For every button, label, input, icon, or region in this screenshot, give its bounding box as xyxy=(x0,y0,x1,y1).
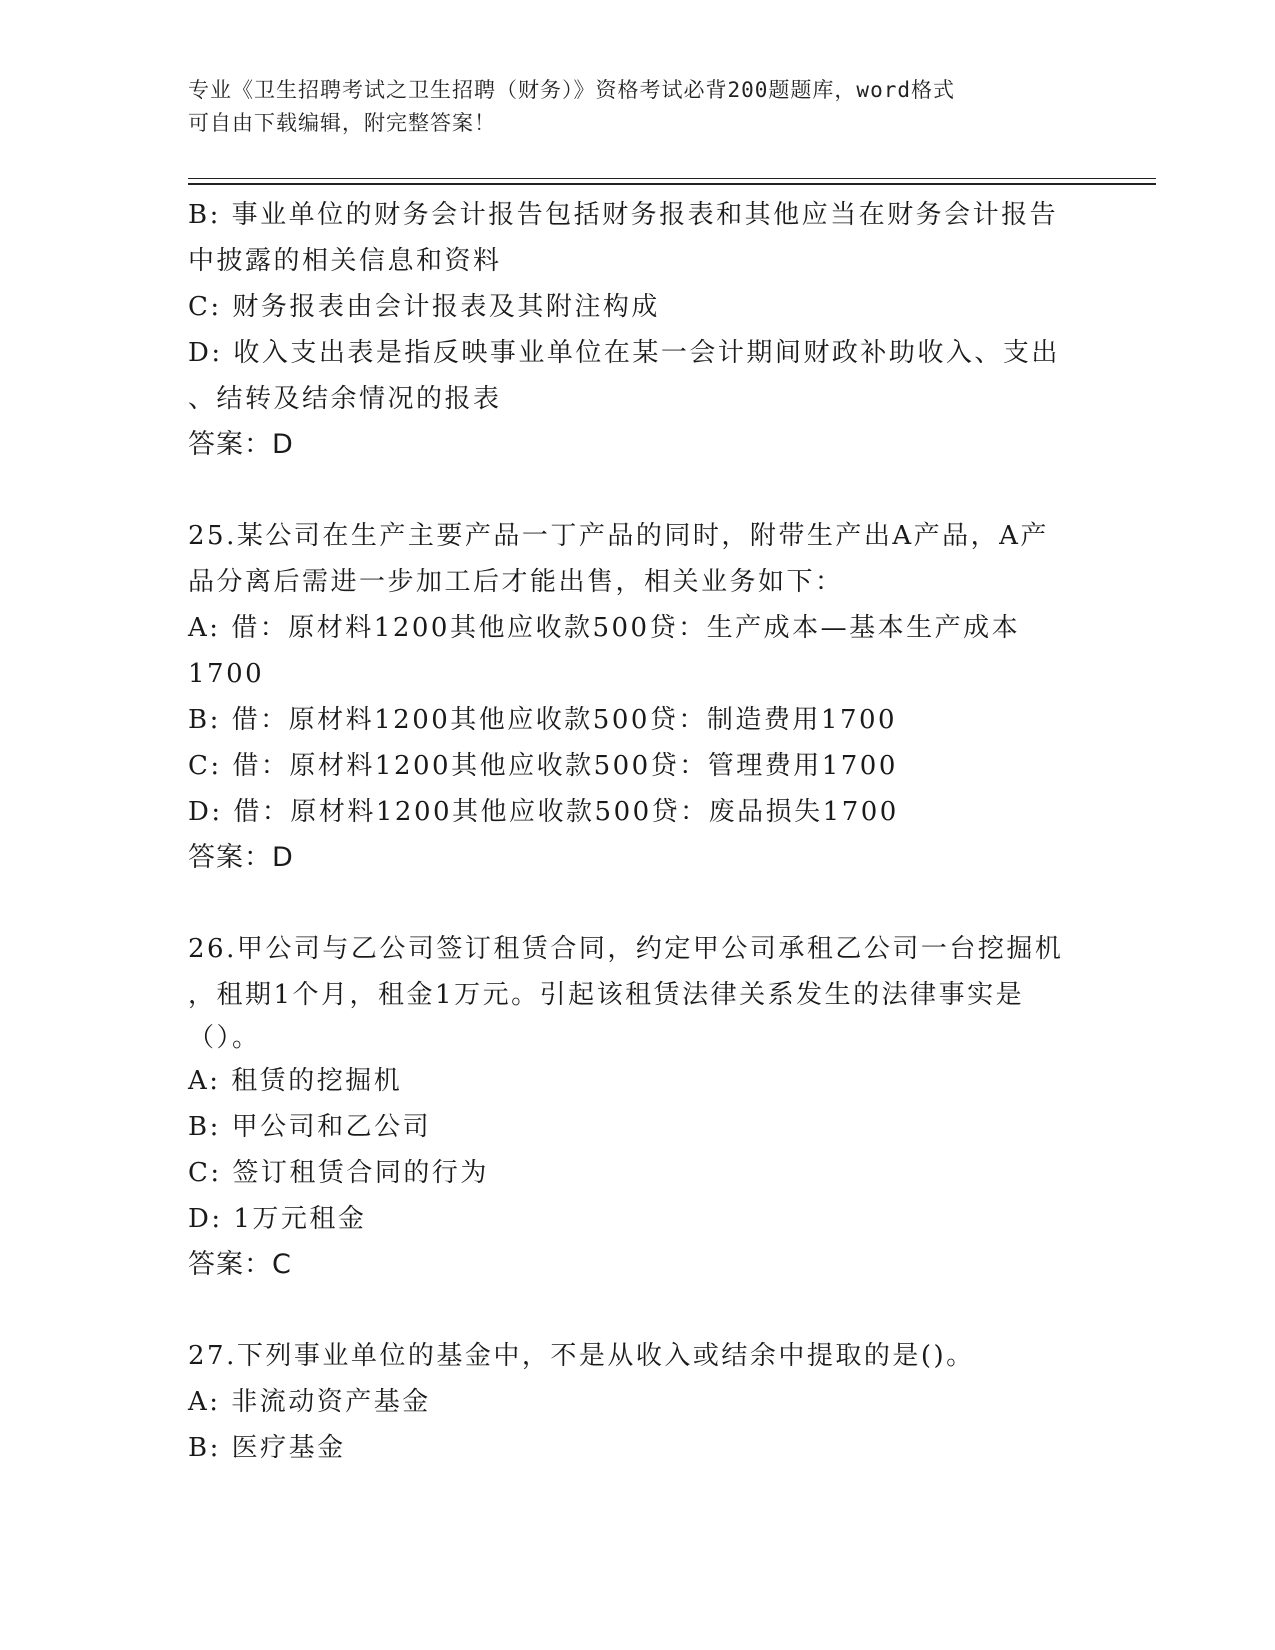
option-d: D: 借：原材料1200其他应收款500贷：废品损失1700 xyxy=(188,797,899,827)
question-stem: 27.下列事业单位的基金中，不是从收入或结余中提取的是()。 xyxy=(188,1341,975,1371)
question-stem-line-1: 25.某公司在生产主要产品一丁产品的同时，附带生产出A产品，A产 xyxy=(188,521,1049,551)
option-a: A: 非流动资产基金 xyxy=(188,1387,431,1417)
option-d: D: 1万元租金 xyxy=(188,1204,367,1234)
option-c: C: 财务报表由会计报表及其附注构成 xyxy=(188,292,660,322)
header-rule-thin xyxy=(188,178,1156,179)
option-c: C: 签订租赁合同的行为 xyxy=(188,1158,489,1188)
spacer xyxy=(188,1288,1088,1333)
question-27 xyxy=(188,1333,1088,1471)
question-25 xyxy=(188,513,1088,881)
option-a-line-2: 1700 xyxy=(188,659,265,689)
option-b-line-1: B: 事业单位的财务会计报告包括财务报表和其他应当在财务会计报告 xyxy=(188,200,1059,230)
option-b: B: 甲公司和乙公司 xyxy=(188,1112,432,1142)
question-stem-line-2: ，租期1个月，租金1万元。引起该租赁法律关系发生的法律事实是 xyxy=(188,980,1025,1010)
question-stem-line-1: 26.甲公司与乙公司签订租赁合同，约定甲公司承租乙公司一台挖掘机 xyxy=(188,934,1064,964)
option-b: B: 借：原材料1200其他应收款500贷：制造费用1700 xyxy=(188,705,898,735)
option-b: B: 医疗基金 xyxy=(188,1433,346,1463)
option-a: A: 租赁的挖掘机 xyxy=(188,1066,403,1096)
option-c: C: 借：原材料1200其他应收款500贷：管理费用1700 xyxy=(188,751,898,781)
answer-line: 答案：C xyxy=(188,1249,292,1280)
option-b-line-2: 中披露的相关信息和资料 xyxy=(188,246,502,276)
option-d-line-2: 、结转及结余情况的报表 xyxy=(188,384,502,414)
question-24-continued xyxy=(188,192,1088,468)
document-body xyxy=(188,192,1088,1471)
document-header xyxy=(188,74,1068,140)
header-line-1: 专业《卫生招聘考试之卫生招聘（财务）》资格考试必背200题题库，word格式 xyxy=(188,78,955,102)
question-stem-line-2: 品分离后需进一步加工后才能出售，相关业务如下： xyxy=(188,567,844,597)
header-line-2: 可自由下载编辑，附完整答案！ xyxy=(188,111,496,135)
answer-line: 答案：D xyxy=(188,842,294,873)
option-a-line-1: A: 借：原材料1200其他应收款500贷：生产成本—基本生产成本 xyxy=(188,613,1021,643)
header-rule-thick xyxy=(188,183,1156,185)
question-stem-line-3: （）。 xyxy=(188,1023,261,1053)
answer-line: 答案：D xyxy=(188,429,294,460)
question-26 xyxy=(188,926,1088,1288)
spacer xyxy=(188,881,1088,926)
spacer xyxy=(188,468,1088,513)
option-d-line-1: D: 收入支出表是指反映事业单位在某一会计期间财政补助收入、支出 xyxy=(188,338,1060,368)
